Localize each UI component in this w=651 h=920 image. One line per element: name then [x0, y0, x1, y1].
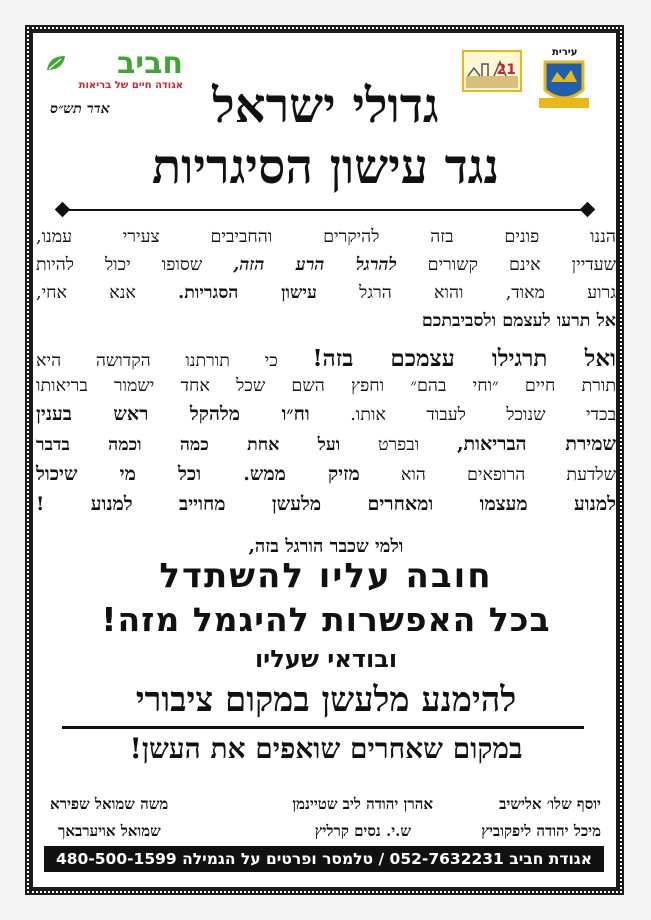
signature-2: אהרן יהודה ליב שטיינמן: [292, 795, 433, 813]
p1-text2a: שעדיין אינם קשורים: [396, 255, 616, 275]
p2-text5a: שלדעת הרופאים הוא: [359, 465, 616, 485]
closing-mid-text: ובודאי שעליו: [254, 645, 398, 673]
signature-5: ש.י. נסים קרליץ: [314, 822, 411, 840]
headline-underline: [62, 726, 584, 729]
badge-number: 21: [496, 62, 516, 78]
closing-mid: [36, 645, 616, 673]
p1-text4: אל תרעו לעצמם ולסביבתכם: [421, 311, 616, 331]
logo-tagline: אגודה חיים של בריאות: [78, 80, 183, 91]
p2-text4b: ובפרט: [340, 435, 457, 455]
closing-big2: [36, 600, 616, 639]
p1-text1: הננו פונים בזה להיקרים והחביבים צעירי עמנו,: [36, 227, 616, 247]
p2-text4c: ועל אחת כמה וכמה בדבר: [36, 435, 341, 455]
p2-line4: [36, 433, 616, 456]
p1-text3a: גרוע מאוד, והוא הרגל: [316, 283, 616, 303]
p1-line3: [36, 282, 616, 303]
p2-text1a: ואל תרגילו עצמכם בזה!: [312, 345, 616, 372]
p2-line5: [36, 463, 616, 486]
p2-text1b: כי תורתנו הקדושה היא: [36, 351, 313, 371]
closing-big2-text: בכל האפשרות להיגמל מזה!: [101, 600, 551, 639]
p2-text6: למנוע מעצמו ומאחרים מלעשן מחוייב למנוע !: [36, 493, 616, 515]
p1-line1: [36, 226, 616, 247]
closing-final-text: במקום שאחרים שואפים את העשן!: [129, 732, 523, 765]
closing-intro-text: ולמי שכבר הורגל בזה,: [248, 536, 404, 557]
p2-line3: [36, 403, 616, 426]
p2-text4a: שמירת הבריאות,: [456, 433, 617, 455]
p2-text2: תורת חיים ״וחי בהם״ וחפץ השם שכל אחד ישמור בריאותו: [36, 376, 616, 396]
closing-final: [36, 732, 616, 766]
closing-intro: [36, 536, 616, 557]
closing-big1-text: חובה עליו להשתדל: [159, 556, 493, 596]
city-label: עירית: [552, 47, 578, 58]
p1-line4: [36, 310, 616, 331]
closing-headline-text: להימנע מלעשן במקום ציבורי: [135, 680, 517, 720]
logo-name: חביב: [116, 46, 183, 81]
p2-line6: [36, 493, 616, 516]
footer-contact: אגודת חביב 052-7632231 / טלמסר ופרטים על הגמילה 480-500-1599: [44, 846, 604, 872]
p1-text2b: להרגל הרע הזה,: [233, 255, 397, 275]
signature-1: יוסף שלו׳ אלישיב: [499, 795, 601, 813]
signature-4: מיכל יהודה ליפקוביץ: [481, 822, 601, 840]
closing-headline: [36, 680, 616, 720]
sub-title: נגד עישון הסיגריות: [151, 139, 500, 195]
p1-text2c: שסופו יכול להיות: [36, 255, 234, 275]
main-title: גדולי ישראל: [212, 78, 439, 134]
p2-text3b: וח״ו מלהקל ראש בענין: [36, 403, 310, 425]
p2-text3a: בכדי שנוכל לעבוד אותו.: [309, 405, 617, 425]
p1-line2: [36, 254, 616, 275]
p2-text5b: מזיק ממש. וכל מי שיכול: [36, 463, 360, 485]
divider-line: [60, 209, 590, 211]
leaf-icon: [45, 54, 67, 74]
signature-3: משה שמואל שפירא: [50, 795, 169, 813]
closing-big1: [36, 556, 616, 596]
date-label: אדר תש״ס: [50, 101, 110, 117]
signature-6: שמואל אויערבאך: [58, 822, 161, 840]
p1-text3b: עישון הסגריות.: [178, 283, 317, 303]
p2-line1: [36, 345, 616, 372]
p2-line2: [36, 375, 616, 396]
p1-text3c: אנא אחי,: [36, 283, 179, 303]
